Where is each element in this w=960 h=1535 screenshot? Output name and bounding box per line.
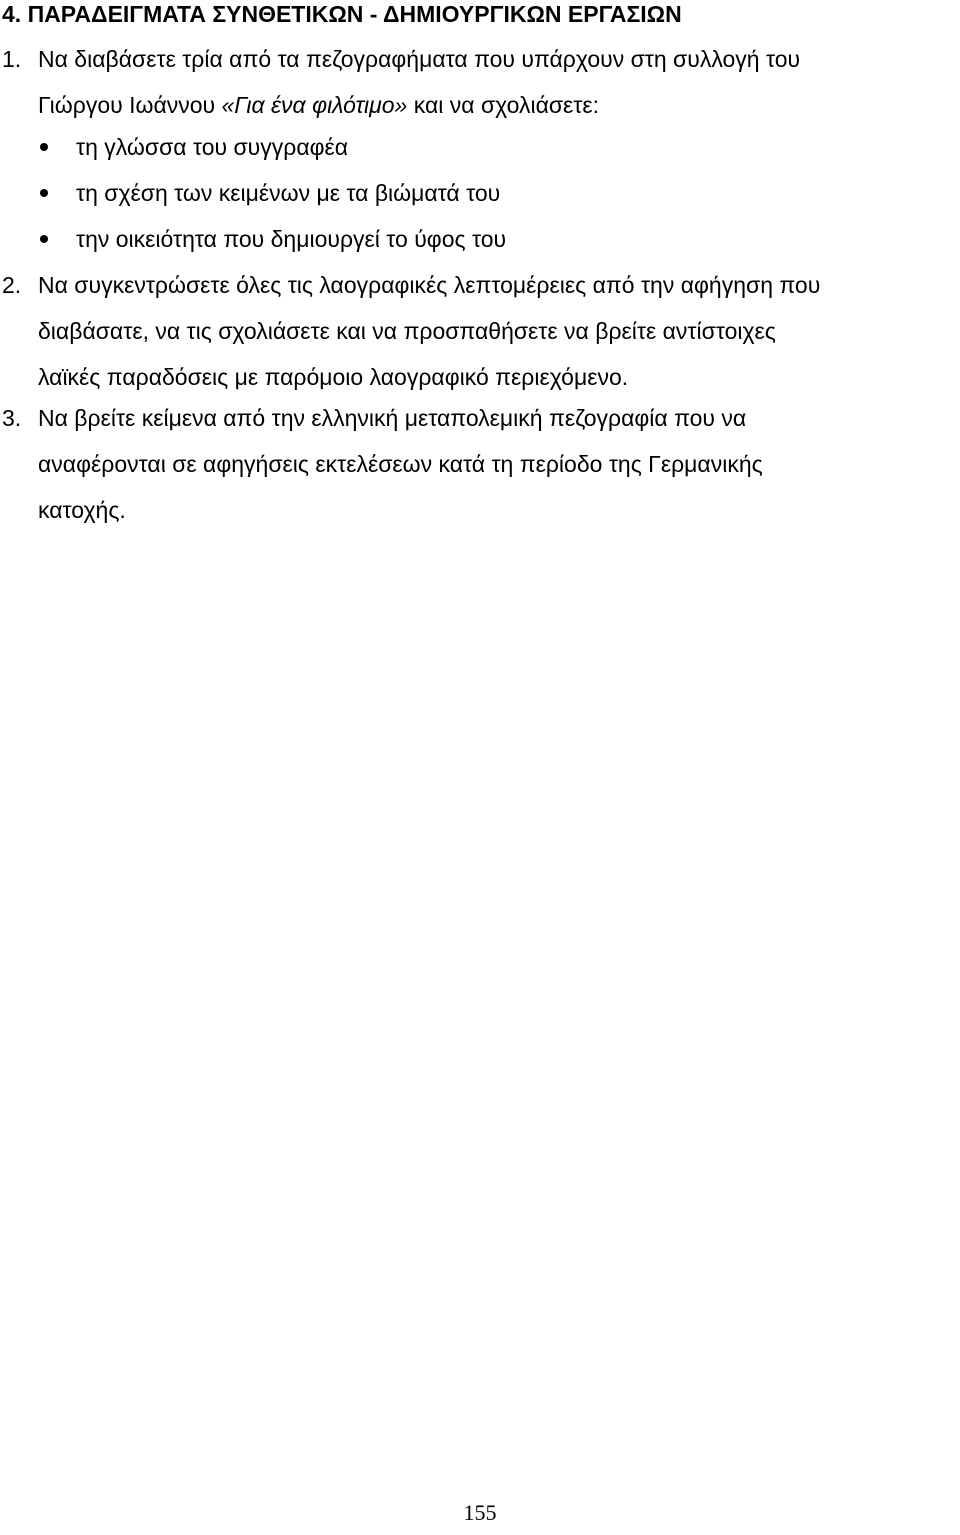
- exercise-line: Να διαβάσετε τρία από τα πεζογραφήματα που υπάρχουν στη συλλογή του: [38, 46, 801, 72]
- exercise-line: Να συγκεντρώσετε όλες τις λαογραφικές λεπτομέρειες από την αφήγηση που: [38, 272, 821, 298]
- bullet-icon: [40, 235, 48, 243]
- bullet-icon: [40, 143, 48, 151]
- exercise-text: [38, 262, 954, 400]
- section-heading: 4. ΠΑΡΑΔΕΙΓΜΑΤΑ ΣΥΝΘΕΤΙΚΩΝ - ΔΗΜΙΟΥΡΓΙΚΩΝ ΕΡΓΑΣΙΩΝ: [2, 1, 682, 27]
- exercise-line: διαβάσατε, να τις σχολιάσετε και να προσπαθήσετε να βρείτε αντίστοιχες: [38, 318, 776, 344]
- exercise-line: λαϊκές παραδόσεις με παρόμοιο λαογραφικό περιεχόμενο.: [38, 364, 629, 390]
- book-title: «Για ένα φιλότιμο»: [221, 92, 408, 118]
- exercise-line: αναφέρονται σε αφηγήσεις εκτελέσεων κατά τη περίοδο της Γερμανικής: [38, 451, 763, 477]
- list-item: [0, 170, 506, 216]
- bullet-list: [0, 124, 506, 262]
- bullet-icon: [40, 189, 48, 197]
- exercise-text: [38, 395, 954, 533]
- exercise-line-text: Γιώργου Ιωάννου: [38, 92, 222, 118]
- exercise-text: [38, 36, 954, 128]
- list-item-text: τη γλώσσα του συγγραφέα: [76, 134, 349, 160]
- page-number: 155: [463, 1500, 497, 1525]
- list-item-text: τη σχέση των κειμένων με τα βιώματά του: [76, 180, 501, 206]
- exercise-line-text: και να σχολιάσετε:: [407, 92, 600, 118]
- exercise-number: 3.: [2, 405, 22, 431]
- list-item: [0, 124, 506, 170]
- exercise-number: 2.: [2, 272, 22, 298]
- list-item-text: την οικειότητα που δημιουργεί το ύφος του: [76, 226, 507, 252]
- exercise-line: [38, 82, 954, 128]
- exercise-number: 1.: [2, 46, 22, 72]
- list-item: [0, 216, 506, 262]
- exercise-line: κατοχής.: [38, 497, 126, 523]
- exercise-line: Να βρείτε κείμενα από την ελληνική μεταπολεμική πεζογραφία που να: [38, 405, 747, 431]
